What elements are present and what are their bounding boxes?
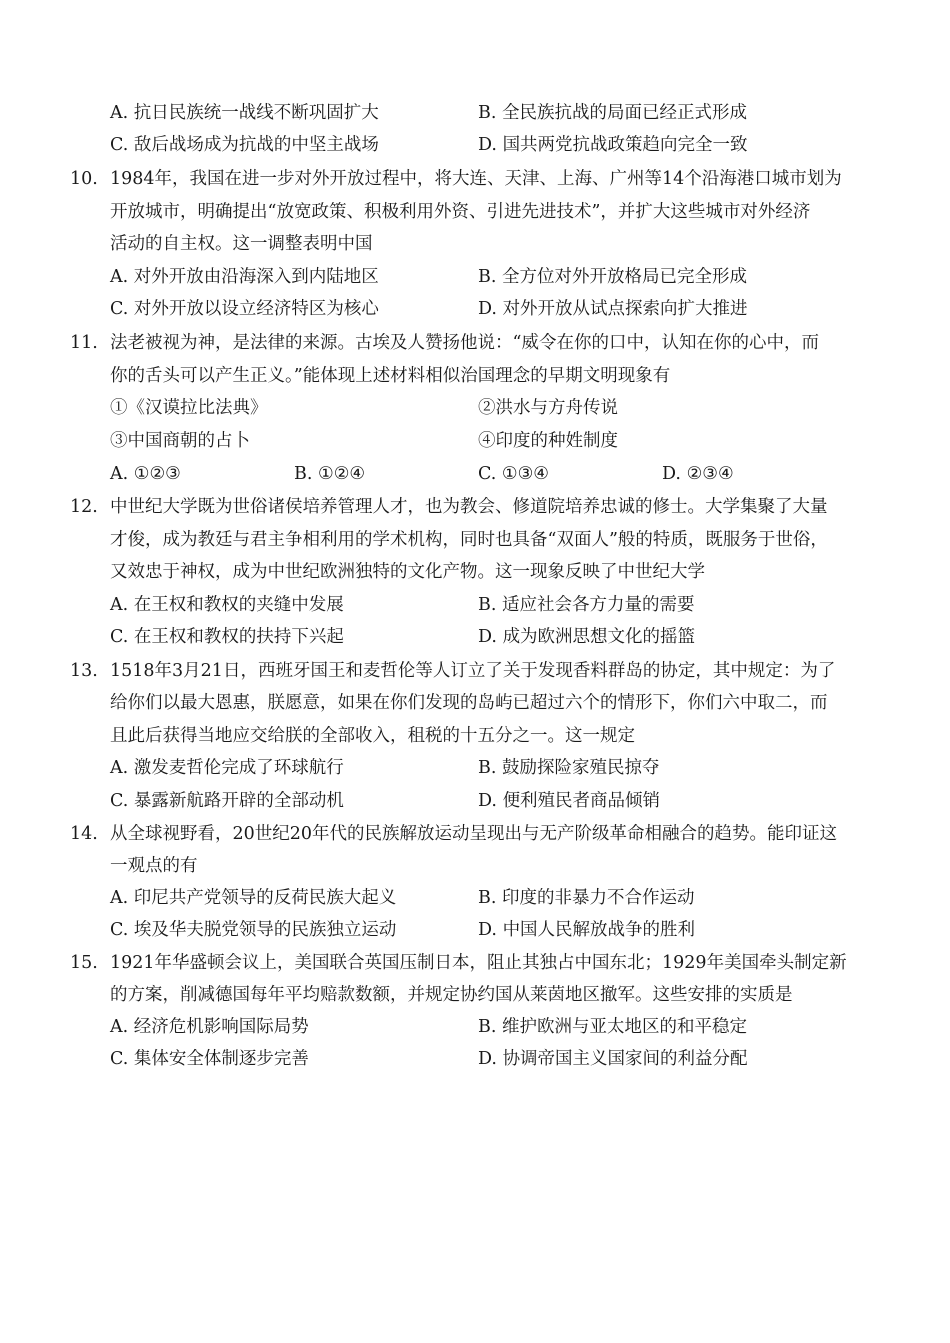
q13-stem-line: 1518年3月21日，西班牙国王和麦哲伦等人订立了关于发现香料群岛的协定，其中规定：为了 bbox=[110, 661, 836, 681]
q11-option-b: B. ①②④ bbox=[294, 464, 366, 484]
q11-option-d: D. ②③④ bbox=[662, 464, 734, 484]
q11-stem-line: 你的舌头可以产生正义。”能体现上述材料相似治国理念的早期文明现象有 bbox=[110, 366, 671, 386]
q9-option-b: B. 全民族抗战的局面已经正式形成 bbox=[478, 103, 748, 123]
q15-option-a: A. 经济危机影响国际局势 bbox=[110, 1017, 309, 1037]
q13-option-c: C. 暴露新航路开辟的全部动机 bbox=[110, 791, 344, 811]
q11-option-a: A. ①②③ bbox=[110, 464, 181, 484]
q12-stem-line: 中世纪大学既为世俗诸侯培养管理人才，也为教会、修道院培养忠诚的修士。大学集聚了大量 bbox=[110, 497, 828, 517]
q11-item-1: ①《汉谟拉比法典》 bbox=[110, 398, 268, 418]
q13-stem-line: 给你们以最大恩惠，朕愿意，如果在你们发现的岛屿已超过六个的情形下，你们六中取二，而 bbox=[110, 693, 828, 713]
q12-option-d: D. 成为欧洲思想文化的摇篮 bbox=[478, 627, 696, 647]
q10-number: 10. bbox=[70, 169, 98, 189]
q13-stem-line: 且此后获得当地应交给朕的全部收入，租税的十五分之一。这一规定 bbox=[110, 726, 635, 746]
q15-option-c: C. 集体安全体制逐步完善 bbox=[110, 1049, 309, 1069]
q12-option-c: C. 在王权和教权的扶持下兴起 bbox=[110, 627, 344, 647]
q9-option-c: C. 敌后战场成为抗战的中坚主战场 bbox=[110, 135, 379, 155]
q10-option-a: A. 对外开放由沿海深入到内陆地区 bbox=[110, 267, 379, 287]
q10-stem-line: 开放城市，明确提出“放宽政策、积极利用外资、引进先进技术”，并扩大这些城市对外经济 bbox=[110, 202, 811, 222]
q12-option-a: A. 在王权和教权的夹缝中发展 bbox=[110, 595, 344, 615]
q14-option-c: C. 埃及华夫脱党领导的民族独立运动 bbox=[110, 920, 397, 940]
q14-stem-line: 从全球视野看，20世纪20年代的民族解放运动呈现出与无产阶级革命相融合的趋势。能印证这 bbox=[110, 824, 838, 844]
q12-stem-line: 又效忠于神权，成为中世纪欧洲独特的文化产物。这一现象反映了中世纪大学 bbox=[110, 562, 705, 582]
q10-stem-line: 活动的自主权。这一调整表明中国 bbox=[110, 234, 373, 254]
q15-option-d: D. 协调帝国主义国家间的利益分配 bbox=[478, 1049, 748, 1069]
q11-item-4: ④印度的种姓制度 bbox=[478, 431, 618, 451]
q15-stem-line: 的方案，削减德国每年平均赔款数额，并规定协约国从莱茵地区撤军。这些安排的实质是 bbox=[110, 985, 793, 1005]
q13-option-a: A. 激发麦哲伦完成了环球航行 bbox=[110, 758, 344, 778]
q12-option-b: B. 适应社会各方力量的需要 bbox=[478, 595, 695, 615]
q14-number: 14. bbox=[70, 824, 98, 844]
q9-option-d: D. 国共两党抗战政策趋向完全一致 bbox=[478, 135, 748, 155]
q14-option-d: D. 中国人民解放战争的胜利 bbox=[478, 920, 696, 940]
q10-option-d: D. 对外开放从试点探索向扩大推进 bbox=[478, 299, 748, 319]
q9-option-a: A. 抗日民族统一战线不断巩固扩大 bbox=[110, 103, 379, 123]
q11-number: 11. bbox=[70, 333, 98, 353]
q12-number: 12. bbox=[70, 497, 98, 517]
q10-stem-line: 1984年，我国在进一步对外开放过程中，将大连、天津、上海、广州等14个沿海港口城市划为 bbox=[110, 169, 842, 189]
q15-number: 15. bbox=[70, 953, 98, 973]
q10-option-b: B. 全方位对外开放格局已完全形成 bbox=[478, 267, 748, 287]
q10-option-c: C. 对外开放以设立经济特区为核心 bbox=[110, 299, 379, 319]
q14-stem-line: 一观点的有 bbox=[110, 856, 198, 876]
q13-option-b: B. 鼓励探险家殖民掠夺 bbox=[478, 758, 660, 778]
q13-option-d: D. 便利殖民者商品倾销 bbox=[478, 791, 661, 811]
q11-item-2: ②洪水与方舟传说 bbox=[478, 398, 618, 418]
q15-stem-line: 1921年华盛顿会议上，美国联合英国压制日本，阻止其独占中国东北；1929年美国牵头制定新 bbox=[110, 953, 847, 973]
q11-option-c: C. ①③④ bbox=[478, 464, 549, 484]
q11-stem-line: 法老被视为神，是法律的来源。古埃及人赞扬他说：“威令在你的口中，认知在你的心中，而 bbox=[110, 333, 819, 353]
q11-item-3: ③中国商朝的占卜 bbox=[110, 431, 250, 451]
q15-option-b: B. 维护欧洲与亚太地区的和平稳定 bbox=[478, 1017, 748, 1037]
q13-number: 13. bbox=[70, 661, 98, 681]
q14-option-b: B. 印度的非暴力不合作运动 bbox=[478, 888, 695, 908]
q12-stem-line: 才俊，成为教廷与君主争相利用的学术机构，同时也具备“双面人”般的特质，既服务于世俗， bbox=[110, 530, 828, 550]
q14-option-a: A. 印尼共产党领导的反荷民族大起义 bbox=[110, 888, 397, 908]
